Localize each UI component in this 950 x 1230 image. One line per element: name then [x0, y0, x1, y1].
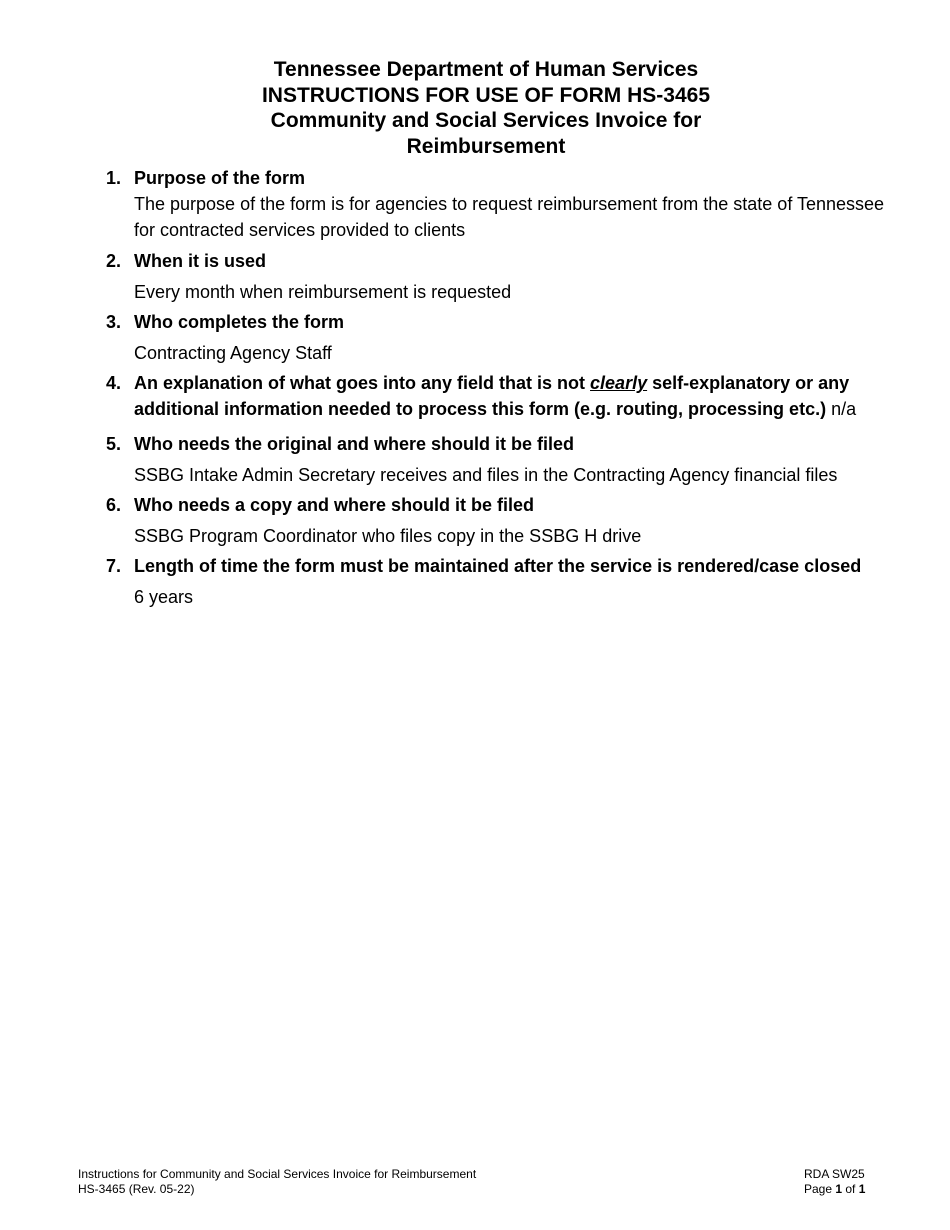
item-heading: Who needs a copy and where should it be filed: [134, 495, 535, 515]
list-item-copy-filing: [0, 492, 950, 548]
title-instructions: INSTRUCTIONS FOR USE OF FORM HS-3465: [261, 83, 711, 107]
item-body: SSBG Intake Admin Secretary receives and files in the Contracting Agency financial files: [134, 465, 838, 485]
list-item-purpose: [0, 165, 950, 243]
item-body: The purpose of the form is for agencies to request reimbursement from the state of Tennessee: [134, 194, 885, 214]
item-body: Every month when reimbursement is requested: [134, 282, 512, 302]
item-heading-part1: An explanation of what goes into any field that is not: [134, 373, 591, 393]
list-item-field-explanation: [0, 370, 950, 426]
item-heading: [134, 370, 950, 396]
item-heading-emphasis: clearly: [590, 373, 648, 393]
list-item-who-completes: [0, 309, 950, 365]
title-form-name-cont: Reimbursement: [406, 134, 566, 158]
item-body-cont: for contracted services provided to clients: [134, 220, 466, 240]
footer-page-number: [804, 1182, 865, 1197]
item-heading-cont: [134, 396, 950, 422]
item-body: SSBG Program Coordinator who files copy in the SSBG H drive: [134, 526, 642, 546]
footer-form-info: [78, 1167, 476, 1197]
item-number: 5.: [106, 434, 122, 454]
item-number: 3.: [106, 312, 122, 332]
list-item-original-filing: [0, 431, 950, 487]
instructions-list: [0, 165, 950, 609]
document-title: [0, 57, 950, 159]
item-body: 6 years: [134, 587, 194, 607]
title-agency: Tennessee Department of Human Services: [273, 58, 699, 81]
item-heading-part2: self-explanatory or any: [647, 373, 850, 393]
footer-page-info: [804, 1167, 865, 1197]
item-heading: Purpose of the form: [134, 168, 306, 188]
item-answer: n/a: [826, 399, 857, 419]
title-form-name: Community and Social Services Invoice for: [270, 109, 702, 132]
item-heading: Length of time the form must be maintained after the service is rendered/case closed: [134, 556, 862, 576]
page-total: 1: [858, 1182, 866, 1196]
list-item-when-used: [0, 248, 950, 304]
item-heading: When it is used: [134, 251, 267, 271]
item-number: 4.: [106, 373, 122, 393]
page-current: 1: [835, 1182, 843, 1196]
footer-rda-code: RDA SW25: [804, 1167, 865, 1181]
item-heading: Who completes the form: [134, 312, 345, 332]
page-of: of: [842, 1182, 859, 1196]
item-body: Contracting Agency Staff: [134, 343, 332, 363]
item-heading-line2: additional information needed to process this form (e.g. routing, processing etc.): [134, 399, 827, 419]
item-number: 1.: [106, 168, 122, 188]
footer-form-title: Instructions for Community and Social Services Invoice for Reimbursement: [78, 1167, 477, 1181]
item-number: 7.: [106, 556, 122, 576]
item-number: 6.: [106, 495, 122, 515]
footer-form-number: HS-3465 (Rev. 05-22): [78, 1182, 195, 1196]
page-prefix: Page: [804, 1182, 836, 1196]
item-heading: Who needs the original and where should it be filed: [134, 434, 575, 454]
item-number: 2.: [106, 251, 122, 271]
list-item-retention: [0, 553, 950, 609]
